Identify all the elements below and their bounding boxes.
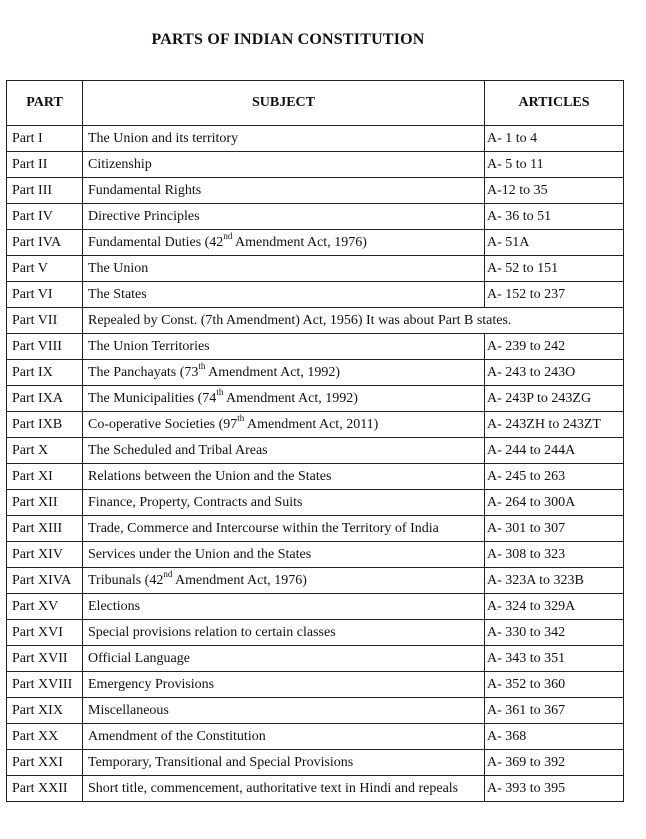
subject-cell <box>83 568 485 594</box>
subject-cell: Repealed by Const. (7th Amendment) Act, 1956) It was about Part B states. <box>83 308 624 334</box>
subject-cell: Relations between the Union and the States <box>83 464 485 490</box>
ordinal-suffix: nd <box>223 230 233 241</box>
table-row <box>7 568 624 594</box>
table-row <box>7 126 624 152</box>
table-row <box>7 282 624 308</box>
header-articles: ARTICLES <box>485 81 624 126</box>
subject-cell <box>83 386 485 412</box>
part-cell: Part III <box>7 178 83 204</box>
table-header-row <box>7 81 624 126</box>
articles-cell: A- 5 to 11 <box>485 152 624 178</box>
subject-cell: The Union Territories <box>83 334 485 360</box>
part-cell: Part II <box>7 152 83 178</box>
ordinal-suffix: nd <box>163 568 173 579</box>
articles-cell: A- 368 <box>485 724 624 750</box>
table-row <box>7 490 624 516</box>
articles-cell: A- 243 to 243O <box>485 360 624 386</box>
articles-cell: A- 361 to 367 <box>485 698 624 724</box>
articles-cell: A- 369 to 392 <box>485 750 624 776</box>
part-cell: Part XII <box>7 490 83 516</box>
articles-cell: A- 36 to 51 <box>485 204 624 230</box>
subject-text: Fundamental Duties (42 <box>88 234 224 250</box>
part-cell: Part IV <box>7 204 83 230</box>
subject-cell: Emergency Provisions <box>83 672 485 698</box>
part-cell: Part XVII <box>7 646 83 672</box>
subject-cell <box>83 230 485 256</box>
articles-cell: A- 264 to 300A <box>485 490 624 516</box>
articles-cell: A- 244 to 244A <box>485 438 624 464</box>
table-row <box>7 620 624 646</box>
articles-cell: A- 324 to 329A <box>485 594 624 620</box>
table-row <box>7 152 624 178</box>
subject-cell: Elections <box>83 594 485 620</box>
table-row <box>7 256 624 282</box>
table-row <box>7 386 624 412</box>
subject-text-rest: Amendment Act, 1992) <box>205 364 340 380</box>
part-cell: Part X <box>7 438 83 464</box>
table-row <box>7 178 624 204</box>
table-body <box>7 126 624 802</box>
ordinal-suffix: th <box>198 360 206 371</box>
part-cell: Part XXI <box>7 750 83 776</box>
table-row <box>7 724 624 750</box>
subject-text: Co-operative Societies (97 <box>88 416 238 432</box>
part-cell: Part IXB <box>7 412 83 438</box>
articles-cell: A- 51A <box>485 230 624 256</box>
subject-cell: Short title, commencement, authoritative text in Hindi and repeals <box>83 776 485 802</box>
subject-cell: Finance, Property, Contracts and Suits <box>83 490 485 516</box>
table-row <box>7 698 624 724</box>
subject-cell: Trade, Commerce and Intercourse within the Territory of India <box>83 516 485 542</box>
subject-cell: Temporary, Transitional and Special Provisions <box>83 750 485 776</box>
subject-text: Tribunals (42 <box>88 572 164 588</box>
subject-cell: Amendment of the Constitution <box>83 724 485 750</box>
subject-text-rest: Amendment Act, 1976) <box>232 234 367 250</box>
constitution-parts-table <box>6 80 624 802</box>
articles-cell: A- 393 to 395 <box>485 776 624 802</box>
articles-cell: A- 330 to 342 <box>485 620 624 646</box>
table-row <box>7 308 624 334</box>
articles-cell: A- 301 to 307 <box>485 516 624 542</box>
table-row <box>7 412 624 438</box>
articles-cell: A- 352 to 360 <box>485 672 624 698</box>
subject-text-rest: Amendment Act, 1992) <box>223 390 358 406</box>
table-row <box>7 542 624 568</box>
subject-text: The Panchayats (73 <box>88 364 199 380</box>
part-cell: Part IVA <box>7 230 83 256</box>
table-row <box>7 204 624 230</box>
part-cell: Part XIII <box>7 516 83 542</box>
subject-text-rest: Amendment Act, 1976) <box>172 572 307 588</box>
document-title: PARTS OF INDIAN CONSTITUTION <box>151 31 425 48</box>
table-row <box>7 334 624 360</box>
table-row <box>7 750 624 776</box>
table-row <box>7 360 624 386</box>
subject-cell: The States <box>83 282 485 308</box>
header-subject: SUBJECT <box>83 81 485 126</box>
part-cell: Part IX <box>7 360 83 386</box>
part-cell: Part XIV <box>7 542 83 568</box>
subject-text: The Municipalities (74 <box>88 390 217 406</box>
articles-cell: A- 1 to 4 <box>485 126 624 152</box>
table-row <box>7 230 624 256</box>
articles-cell: A- 239 to 242 <box>485 334 624 360</box>
articles-cell: A- 245 to 263 <box>485 464 624 490</box>
subject-cell <box>83 360 485 386</box>
part-cell: Part XVI <box>7 620 83 646</box>
articles-cell: A- 343 to 351 <box>485 646 624 672</box>
subject-text-rest: Amendment Act, 2011) <box>244 416 379 432</box>
articles-cell: A- 243P to 243ZG <box>485 386 624 412</box>
subject-cell: The Union <box>83 256 485 282</box>
part-cell: Part VII <box>7 308 83 334</box>
subject-cell: Services under the Union and the States <box>83 542 485 568</box>
articles-cell: A- 152 to 237 <box>485 282 624 308</box>
subject-cell: The Union and its territory <box>83 126 485 152</box>
part-cell: Part IXA <box>7 386 83 412</box>
part-cell: Part V <box>7 256 83 282</box>
articles-cell: A- 308 to 323 <box>485 542 624 568</box>
part-cell: Part XIVA <box>7 568 83 594</box>
part-cell: Part XIX <box>7 698 83 724</box>
table-row <box>7 594 624 620</box>
part-cell: Part XXII <box>7 776 83 802</box>
table-row <box>7 646 624 672</box>
part-cell: Part VI <box>7 282 83 308</box>
table-row <box>7 672 624 698</box>
part-cell: Part XI <box>7 464 83 490</box>
subject-cell: Official Language <box>83 646 485 672</box>
table-row <box>7 516 624 542</box>
table-row <box>7 438 624 464</box>
part-cell: Part VIII <box>7 334 83 360</box>
articles-cell: A- 323A to 323B <box>485 568 624 594</box>
header-part: PART <box>7 81 83 126</box>
table-row <box>7 776 624 802</box>
subject-cell: The Scheduled and Tribal Areas <box>83 438 485 464</box>
subject-cell: Special provisions relation to certain classes <box>83 620 485 646</box>
subject-cell: Citizenship <box>83 152 485 178</box>
ordinal-suffix: th <box>237 412 245 423</box>
part-cell: Part I <box>7 126 83 152</box>
subject-cell: Miscellaneous <box>83 698 485 724</box>
subject-cell <box>83 412 485 438</box>
articles-cell: A- 52 to 151 <box>485 256 624 282</box>
part-cell: Part XX <box>7 724 83 750</box>
part-cell: Part XVIII <box>7 672 83 698</box>
part-cell: Part XV <box>7 594 83 620</box>
articles-cell: A-12 to 35 <box>485 178 624 204</box>
subject-cell: Directive Principles <box>83 204 485 230</box>
table-row <box>7 464 624 490</box>
ordinal-suffix: th <box>216 386 224 397</box>
articles-cell: A- 243ZH to 243ZT <box>485 412 624 438</box>
subject-cell: Fundamental Rights <box>83 178 485 204</box>
